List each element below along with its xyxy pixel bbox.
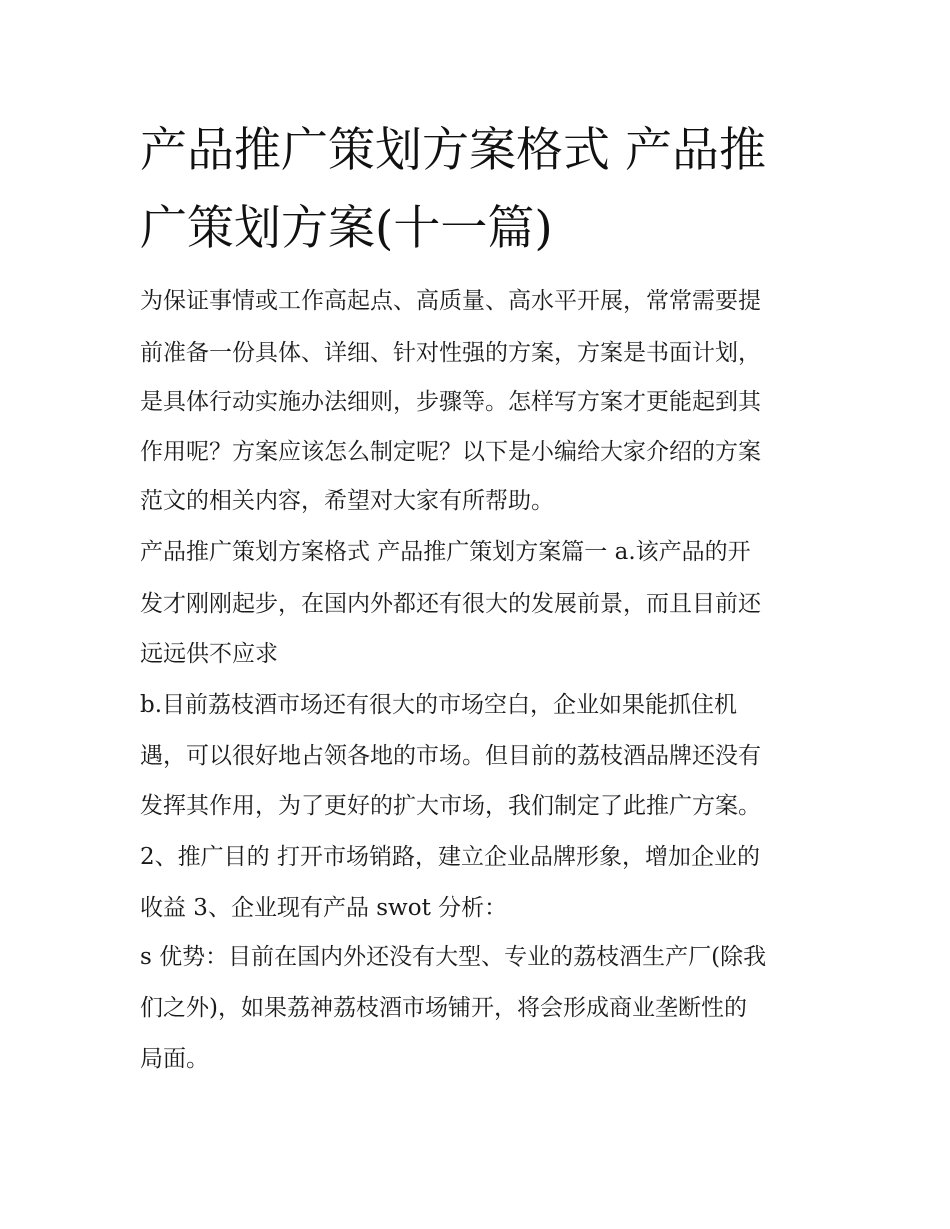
document-title: [140, 112, 820, 268]
body-line-16: 局面。: [140, 1046, 209, 1072]
body-line-1: 为保证事情或工作高起点、高质量、高水平开展，常常需要提: [140, 288, 761, 314]
body-line-11: 发挥其作用，为了更好的扩大市场，我们制定了此推广方案。: [140, 793, 761, 819]
body-line-6: 产品推广策划方案格式 产品推广策划方案篇一 a.该产品的开: [140, 539, 751, 565]
body-line-7: 发才刚刚起步，在国内外都还有很大的发展前景，而且目前还: [140, 591, 761, 617]
body-line-5: 范文的相关内容，希望对大家有所帮助。: [140, 488, 554, 514]
body-line-13: 收益 3、企业现有产品 swot 分析：: [140, 895, 508, 921]
body-line-3: 是具体行动实施办法细则，步骤等。怎样写方案才更能起到其: [140, 389, 761, 415]
body-line-10: 遇，可以很好地占领各地的市场。但目前的荔枝酒品牌还没有: [140, 743, 761, 769]
body-line-2: 前准备一份具体、详细、针对性强的方案，方案是书面计划，: [140, 340, 761, 366]
title-line-1: 产品推广策划方案格式 产品推: [140, 123, 766, 178]
body-line-12: 2、推广目的 打开市场销路，建立企业品牌形象，增加企业的: [140, 844, 760, 870]
body-line-4: 作用呢？方案应该怎么制定呢？以下是小编给大家介绍的方案: [140, 439, 761, 465]
body-line-9: b.目前荔枝酒市场还有很大的市场空白，企业如果能抓住机: [140, 692, 738, 718]
body-line-14: s 优势：目前在国内外还没有大型、专业的荔枝酒生产厂(除我: [140, 944, 767, 970]
body-line-8: 远远供不应求: [140, 641, 278, 667]
title-line-2: 广策划方案(十一篇): [140, 201, 553, 256]
body-line-15: 们之外)，如果荔神荔枝酒市场铺开，将会形成商业垄断性的: [140, 995, 747, 1021]
